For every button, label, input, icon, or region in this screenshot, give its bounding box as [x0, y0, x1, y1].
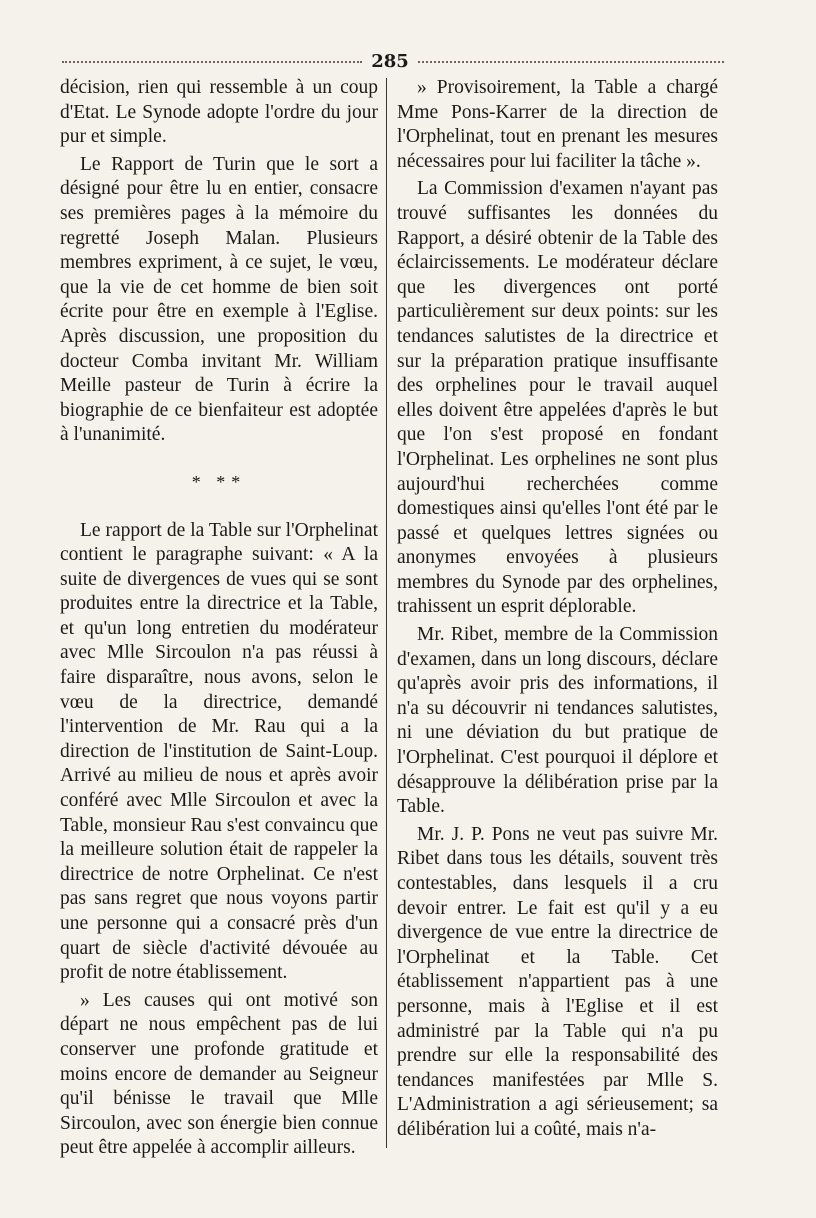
left-paragraph-1: décision, rien qui ressemble à un coup d'Etat. Le Synode adopte l'ordre du jour pur et simple. [60, 77, 378, 148]
header-rule-right [418, 61, 724, 63]
right-paragraph-3: Mr. Ribet, membre de la Commission d'examen, dans un long discours, déclare qu'après avoir pris des informations, il n'a su découvrir ni tendances salutistes, ni une déviation du but pratique de l'Orphelinat. C'est pourquoi il déplore et désapprouve la délibération prise par la Table. [397, 624, 718, 818]
section-separator: * ** [191, 471, 247, 492]
right-paragraph-4: Mr. J. P. Pons ne veut pas suivre Mr. Ribet dans tous les détails, souvent très contestables, dans lesquels il a cru devoir entrer. Le fait est qu'il y a eu divergence de vue entre la directrice de l'Orphelinat et la Table. Cet établissement n'appartient pas à une personne, mais à l'Eglise et il est administré par la Table qui n'a pu prendre sur elle la responsabilité des tendances manifestées par Mlle S. L'Administration a agi sérieusement; sa délibération lui a coûté, mais n'a- [397, 823, 718, 1140]
left-paragraph-2: Le Rapport de Turin que le sort a désigné pour être lu en entier, consacre ses premières pages à la mémoire du regretté Joseph Malan. Plusieurs membres expriment, à ce sujet, le vœu, que la vie de cet homme de bien soit écrite pour être en exemple à l'Eglise. Après discussion, une proposition du docteur Comba invitant Mr. William Meille pasteur de Turin à écrire la biographie de ce bienfaiteur est adoptée à l'unanimité. [60, 153, 378, 446]
page-header [62, 52, 724, 72]
page-number: 285 [371, 51, 409, 72]
header-rule-left [62, 61, 362, 63]
right-paragraph-2: La Commission d'examen n'ayant pas trouvé suffisantes les données du Rapport, a désiré obtenir de la Table des éclaircissements. Le modérateur déclare que les divergences ont porté particulièrement sur deux points: sur les tendances salutistes de la directrice et sur la préparation pratique insuffisante des orphelines pour le travail auquel elles doivent être appelées d'après le but que l'on s'est proposé en fondant l'Orphelinat. Les orphelines ne sont plus aujourd'hui recherchées comme domestiques ainsi qu'elles l'ont été par le passé et quelques lettres signées ou anonymes envoyées à plusieurs membres du Synode par des orphelines, trahissent un esprit déplorable. [397, 178, 718, 618]
left-column [60, 76, 378, 1164]
right-column [397, 76, 718, 1146]
column-divider [386, 78, 387, 1148]
left-paragraph-3: Le rapport de la Table sur l'Orphelinat contient le paragraphe suivant: « A la suite de divergences de vues qui se sont produites entre la directrice et la Table, et qu'un long entretien du modérateur avec Mlle Sircoulon n'a pas réussi à faire disparaître, nous avons, selon le vœu de la directrice, demandé l'intervention de Mr. Rau qui a la direction de l'institution de Saint-Loup. Arrivé au milieu de nous et après avoir conféré avec Mlle Sircoulon et avec la Table, monsieur Rau s'est convaincu que la meilleure solution était de rappeler la directrice de notre Orphelinat. Ce n'est pas sans regret que nous voyons partir une personne qui a consacré près d'un quart de siècle d'activité dévouée au profit de notre établissement. [60, 519, 378, 984]
left-paragraph-4: » Les causes qui ont motivé son départ ne nous empêchent pas de lui conserver une profonde gratitude et moins encore de demander au Seigneur qu'il bénisse le travail que Mlle Sircoulon, avec son énergie bien connue peut être appelée à accomplir ailleurs. [60, 989, 378, 1159]
right-paragraph-1: » Provisoirement, la Table a chargé Mme Pons-Karrer de la direction de l'Orphelinat, tout en prenant les mesures nécessaires pour lui faciliter la tâche ». [397, 77, 718, 172]
